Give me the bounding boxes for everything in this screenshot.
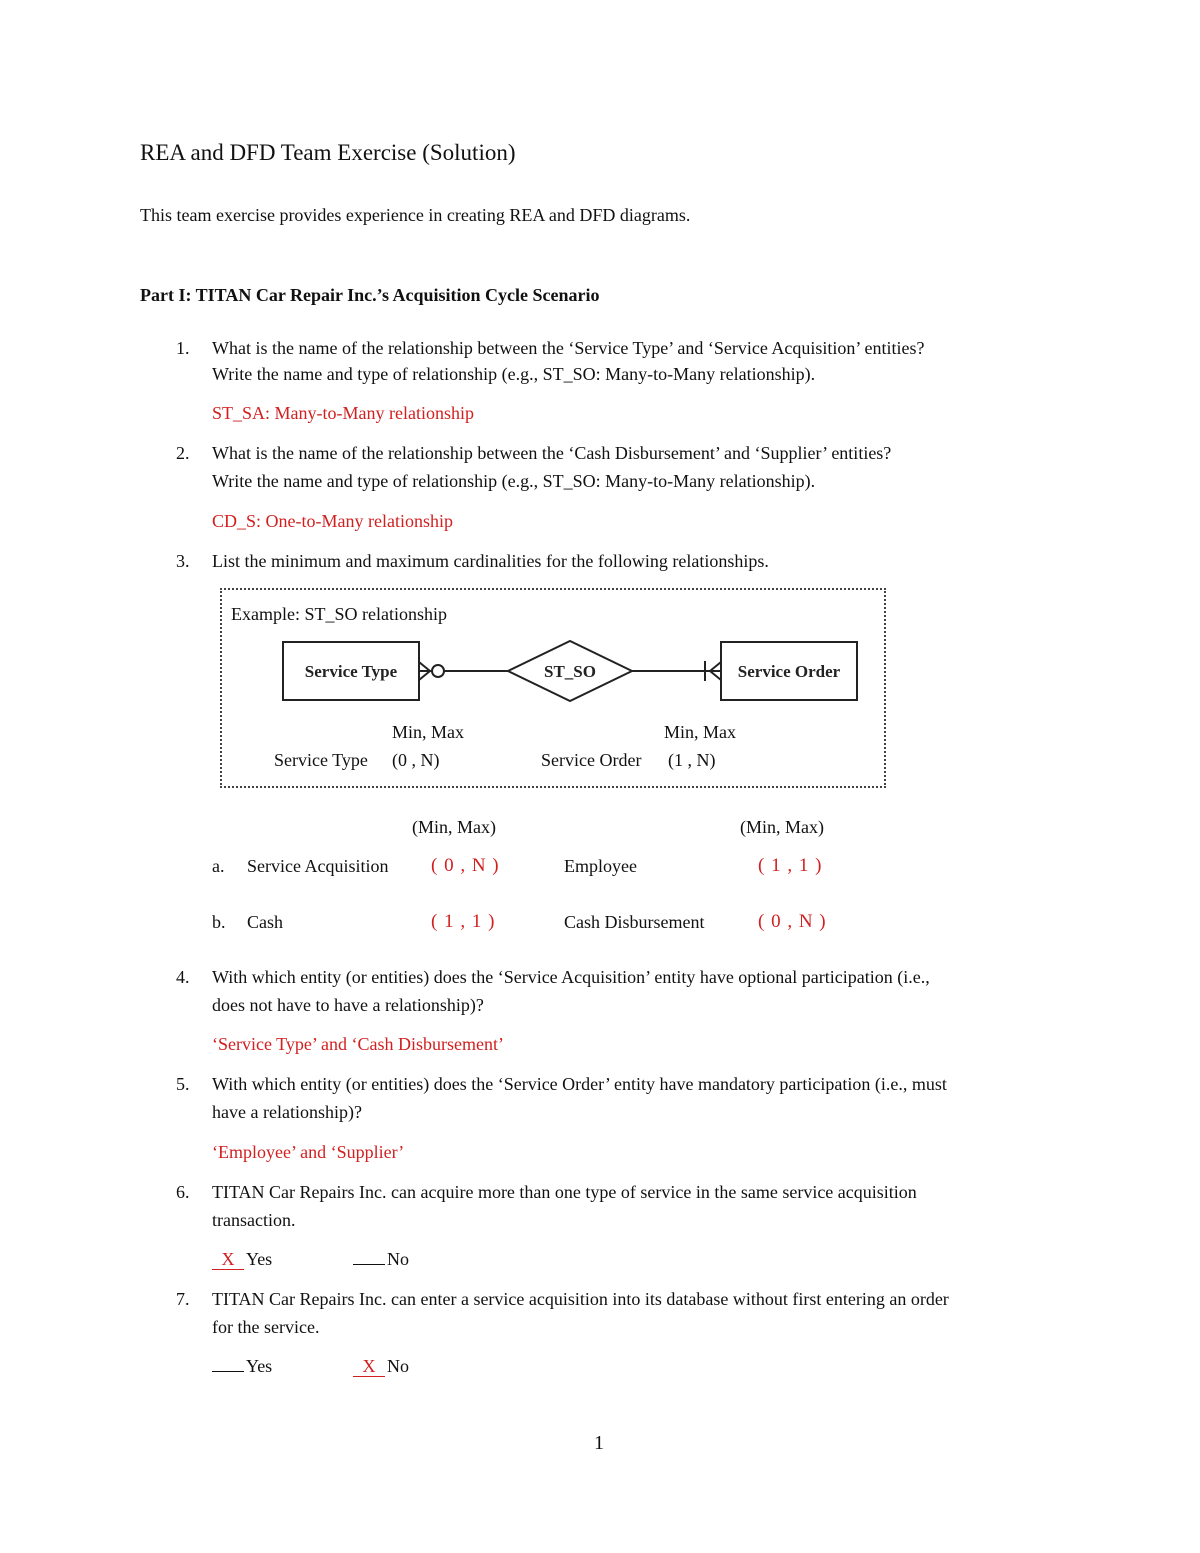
row-b-letter: b. (212, 912, 226, 932)
card-header-left: (Min, Max) (412, 817, 496, 837)
optional-circle (432, 665, 444, 677)
q1-number: 1. (176, 338, 190, 358)
entity-service-type-label: Service Type (304, 662, 398, 681)
q4-answer: ‘Service Type’ and ‘Cash Disbursement’ (212, 1034, 504, 1054)
q7-number: 7. (176, 1289, 190, 1309)
q4-line2: does not have to have a relationship)? (212, 995, 484, 1015)
q6-no-blank (353, 1263, 385, 1265)
q7-line1: TITAN Car Repairs Inc. can enter a service acquisition into its database without first entering an order (212, 1289, 949, 1309)
example-minmax-right-header: Min, Max (664, 722, 736, 742)
q5-line2: have a relationship)? (212, 1102, 362, 1122)
row-b-left-value: ( 1 , 1 ) (431, 911, 496, 932)
q5-answer: ‘Employee’ and ‘Supplier’ (212, 1142, 405, 1162)
q5-line1: With which entity (or entities) does the ‘Service Order’ entity have mandatory participation (i.e., must (212, 1074, 947, 1094)
er-diagram (280, 636, 864, 708)
q1-answer: ST_SA: Many-to-Many relationship (212, 403, 474, 423)
intro-text: This team exercise provides experience in creating REA and DFD diagrams. (140, 205, 691, 225)
row-b-right-value: ( 0 , N ) (758, 911, 827, 932)
q7-no-label: No (387, 1356, 409, 1376)
crowsfoot-right-lower (710, 671, 721, 680)
example-card-right-label: Service Order (541, 750, 642, 770)
q2-number: 2. (176, 443, 190, 463)
q2-line1: What is the name of the relationship between the ‘Cash Disbursement’ and ‘Supplier’ entities? (212, 443, 892, 463)
q6-number: 6. (176, 1182, 190, 1202)
row-a-letter: a. (212, 856, 225, 876)
q2-answer: CD_S: One-to-Many relationship (212, 511, 453, 531)
q7-no-option[interactable] (353, 1352, 409, 1380)
row-a-left-entity: Service Acquisition (247, 856, 389, 876)
crowsfoot-right-upper (710, 662, 721, 671)
q3-line1: List the minimum and maximum cardinalities for the following relationships. (212, 551, 769, 571)
row-a-left-value: ( 0 , N ) (431, 855, 500, 876)
q7-yes-label: Yes (246, 1356, 273, 1376)
example-card-left-value: (0 , N) (392, 750, 440, 770)
row-a-right-entity: Employee (564, 856, 637, 876)
q6-no-option[interactable] (353, 1245, 409, 1273)
q2-line2: Write the name and type of relationship (e.g., ST_SO: Many-to-Many relationship). (212, 471, 816, 491)
q4-line1: With which entity (or entities) does the ‘Service Acquisition’ entity have optional participation (i.e., (212, 967, 930, 987)
row-b-right-entity: Cash Disbursement (564, 912, 705, 932)
q7-yes-blank (212, 1370, 244, 1372)
example-card-left-label: Service Type (274, 750, 368, 770)
example-card-right-value: (1 , N) (668, 750, 716, 770)
crowsfoot-left-upper (419, 662, 430, 671)
q6-yes-label: Yes (246, 1249, 273, 1269)
row-a-right-value: ( 1 , 1 ) (758, 855, 823, 876)
q7-no-mark: X (353, 1356, 385, 1377)
q7-line2: for the service. (212, 1317, 320, 1337)
page-title: REA and DFD Team Exercise (Solution) (140, 140, 516, 165)
entity-service-order-label: Service Order (737, 662, 841, 681)
q3-number: 3. (176, 551, 190, 571)
crowsfoot-left-lower (419, 671, 430, 680)
q7-yes-option[interactable] (212, 1352, 272, 1380)
row-b-left-entity: Cash (247, 912, 283, 932)
q6-yes-option[interactable] (212, 1245, 272, 1273)
page-number: 1 (594, 1432, 604, 1454)
q6-no-label: No (387, 1249, 409, 1269)
relationship-label: ST_SO (544, 662, 596, 681)
q6-line2: transaction. (212, 1210, 296, 1230)
example-minmax-left-header: Min, Max (392, 722, 464, 742)
card-header-right: (Min, Max) (740, 817, 824, 837)
q1-line2: Write the name and type of relationship (e.g., ST_SO: Many-to-Many relationship). (212, 364, 816, 384)
part-heading: Part I: TITAN Car Repair Inc.’s Acquisition Cycle Scenario (140, 285, 600, 305)
q5-number: 5. (176, 1074, 190, 1094)
q4-number: 4. (176, 967, 190, 987)
q1-line1: What is the name of the relationship between the ‘Service Type’ and ‘Service Acquisition’ entities? (212, 338, 925, 358)
q6-line1: TITAN Car Repairs Inc. can acquire more than one type of service in the same service acquisition (212, 1182, 917, 1202)
example-label: Example: ST_SO relationship (231, 604, 447, 624)
q6-yes-mark: X (212, 1249, 244, 1270)
